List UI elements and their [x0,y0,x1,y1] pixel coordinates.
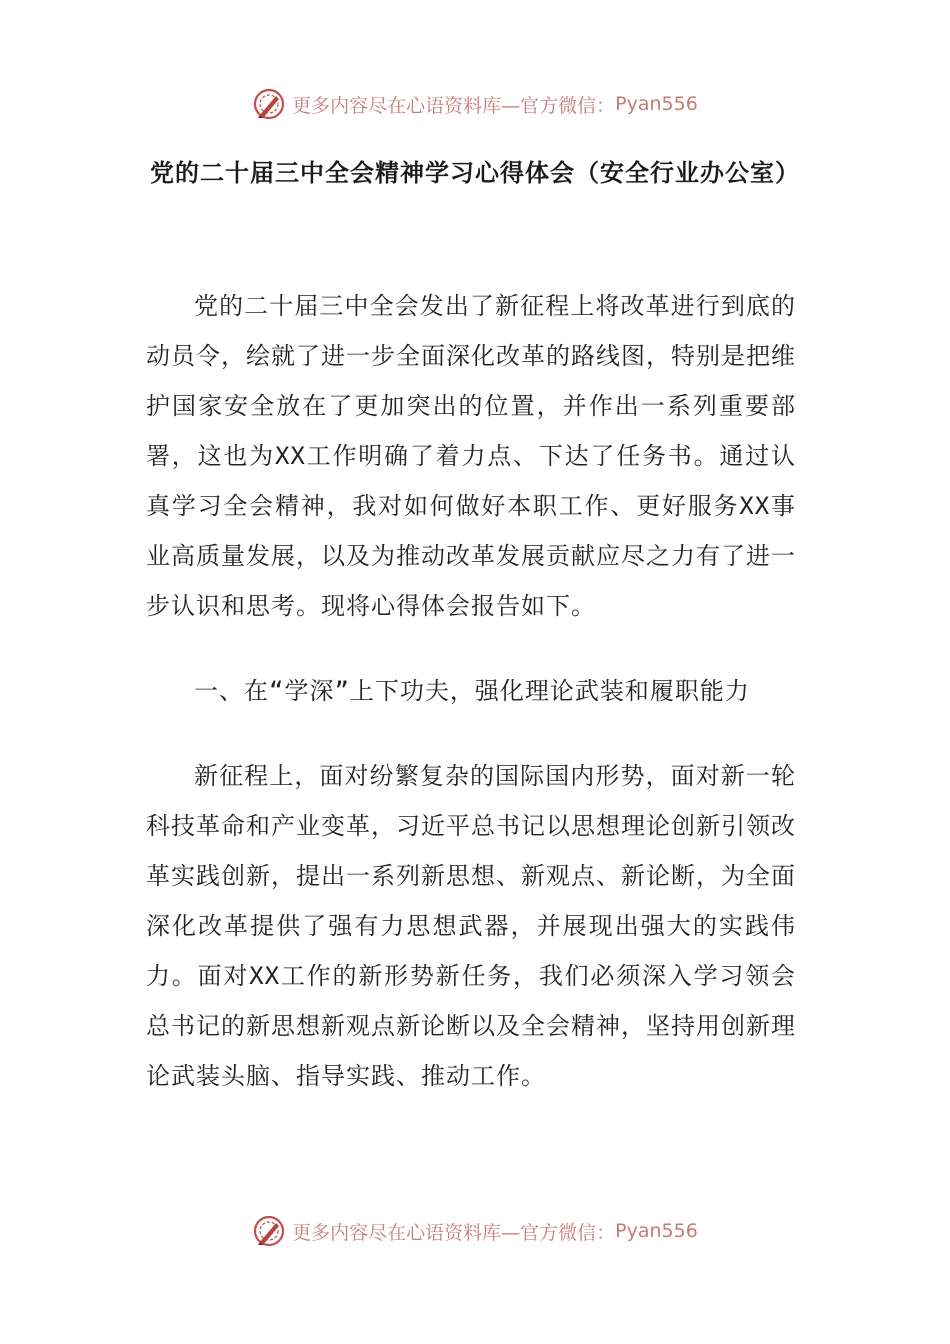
header-banner [0,84,950,124]
pen-circle-logo-icon [252,87,286,121]
banner-text: 更多内容尽在心语资料库—官方微信： [292,1221,616,1244]
paragraph-section-one: 新征程上，面对纷繁复杂的国际国内形势，面对新一轮科技革命和产业变革，习近平总书记以思想理论创新引领改革实践创新，提出一系列新思想、新观点、新论断，为全面深化改革提供了强有力思想武器，并展现出强大的实践伟力。面对XX工作的新形势新任务，我们必须深入学习领会总书记的新思想新观点新论断以及全会精神，坚持用创新理论武装头脑、指导实践、推动工作。 [146,762,796,1090]
pen-circle-logo-icon [252,1214,286,1248]
wechat-id: Pyan556 [615,93,698,115]
paragraph-intro: 党的二十届三中全会发出了新征程上将改革进行到底的动员令，绘就了进一步全面深化改革的路线图，特别是把维护国家安全放在了更加突出的位置，并作出一系列重要部署，这也为XX工作明确了着力点、下达了任务书。通过认真学习全会精神，我对如何做好本职工作、更好服务XX事业高质量发展，以及为推动改革发展贡献应尽之力有了进一步认识和思考。现将心得体会报告如下。 [146,292,796,620]
footer-banner [0,1211,950,1251]
wechat-id: Pyan556 [615,1220,698,1242]
banner-text: 更多内容尽在心语资料库—官方微信： [292,94,616,117]
document-title: 党的二十届三中全会精神学习心得体会（安全行业办公室） [150,159,800,187]
section-heading: 一、在“学深”上下功夫，强化理论武装和履职能力 [194,677,750,705]
